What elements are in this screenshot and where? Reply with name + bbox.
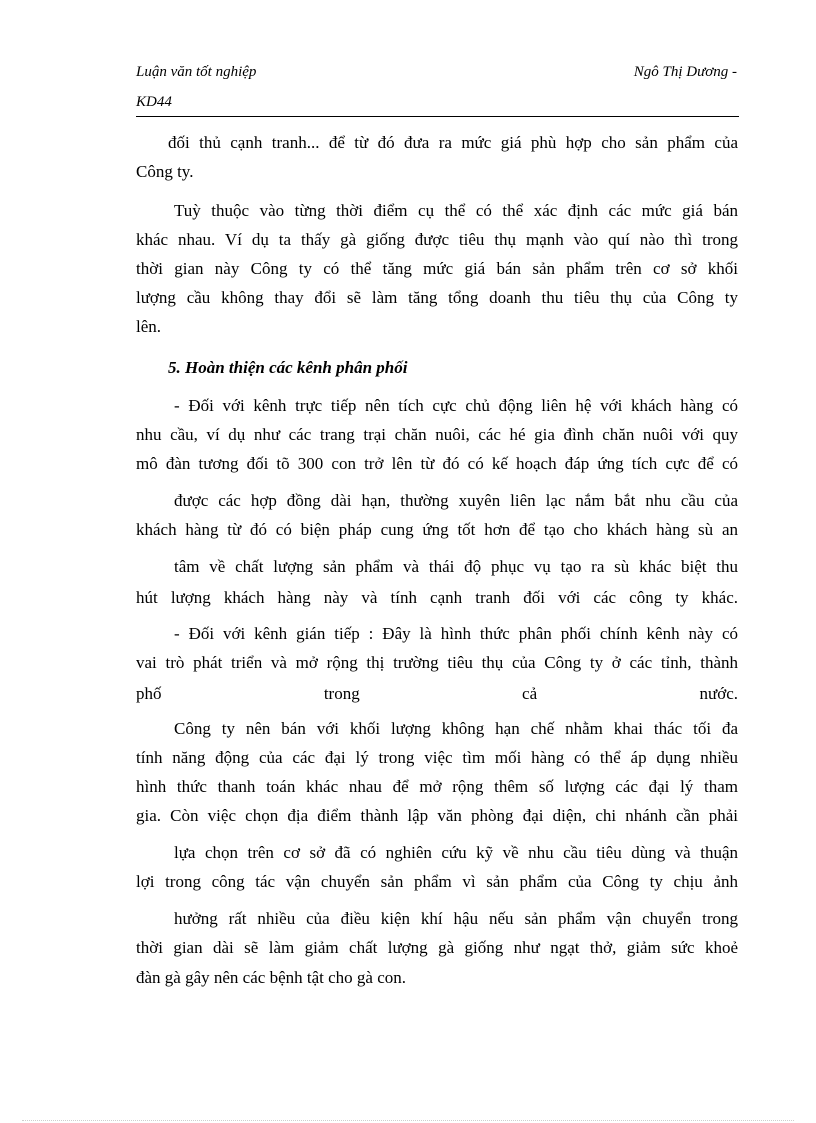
text-line-16: - Đối với kênh gián tiếp : Đây là hình thức phân phối chính kênh này có (174, 624, 738, 643)
footer-divider (22, 1120, 794, 1121)
text-line-7: lên. (136, 317, 162, 336)
text-line-22: gia. Còn việc chọn địa điểm thành lập văn phòng đại diện, chi nhánh cần phải (136, 806, 738, 825)
text-line-17: vai trò phát triển và mở rộng thị trường tiêu thụ của Công ty ở các tỉnh, thành (136, 653, 738, 672)
text-line-21: hình thức thanh toán khác nhau để mở rộng thêm số lượng các đại lý tham (136, 777, 738, 796)
header-thesis-label: Luận văn tốt nghiệp (136, 64, 257, 80)
text-line-10: nhu cầu, ví dụ như các trang trại chăn nuôi, các hé gia đình chăn nuôi với quy (136, 425, 738, 444)
text-line-26: thời gian dài sẽ làm giảm chất lượng gà giống như ngạt thở, giảm sức khoẻ (136, 938, 738, 957)
text-line-3: Tuỳ thuộc vào từng thời điểm cụ thể có thể xác định các mức giá bán (174, 201, 738, 220)
text-line-18: phố trong cả nước. (136, 684, 738, 703)
header-divider (136, 116, 739, 117)
text-line-27: đàn gà gây nên các bệnh tật cho gà con. (136, 968, 406, 987)
text-line-24: lợi trong công tác vận chuyển sản phẩm vì sản phẩm của Công ty chịu ảnh (136, 872, 738, 891)
text-line-5: thời gian này Công ty có thể tăng mức giá bán sản phẩm trên cơ sở khối (136, 259, 738, 278)
text-line-12: được các hợp đồng dài hạn, thường xuyên liên lạc nắm bắt nhu cầu của (174, 491, 738, 510)
text-line-14: tâm về chất lượng sản phẩm và thái độ phục vụ tạo ra sù khác biệt thu (174, 557, 738, 576)
text-line-9: - Đối với kênh trực tiếp nên tích cực chủ động liên hệ với khách hàng có (174, 396, 738, 415)
text-line-23: lựa chọn trên cơ sở đã có nghiên cứu kỹ về nhu cầu tiêu dùng và thuận (174, 843, 738, 862)
text-line-6: lượng cầu không thay đổi sẽ làm tăng tổng doanh thu tiêu thụ của Công ty (136, 288, 738, 307)
text-line-25: hưởng rất nhiều của điều kiện khí hậu nếu sản phẩm vận chuyển trong (174, 909, 738, 928)
text-line-2: Công ty. (136, 162, 194, 181)
header-class-code: KD44 (136, 94, 172, 110)
text-line-19: Công ty nên bán với khối lượng không hạn chế nhằm khai thác tối đa (174, 719, 738, 738)
text-line-13: khách hàng từ đó có biện pháp cung ứng tốt hơn để tạo cho khách hàng sù an (136, 520, 738, 539)
text-line-4: khác nhau. Ví dụ ta thấy gà giống được tiêu thụ mạnh vào quí nào thì trong (136, 230, 738, 249)
text-line-20: tính năng động của các đại lý trong việc tìm mối hàng có thể áp dụng nhiều (136, 748, 738, 767)
text-line-11: mô đàn tương đối tõ 300 con trở lên từ đó có kế hoạch đáp ứng tích cực để có (136, 454, 738, 473)
text-line-1: đối thủ cạnh tranh... để từ đó đưa ra mức giá phù hợp cho sản phẩm của (168, 133, 738, 152)
section-heading: 5. Hoàn thiện các kênh phân phối (168, 358, 408, 377)
header-author: Ngô Thị Dương - (633, 64, 737, 80)
text-line-15: hút lượng khách hàng này và tính cạnh tranh đối với các công ty khác. (136, 588, 738, 607)
